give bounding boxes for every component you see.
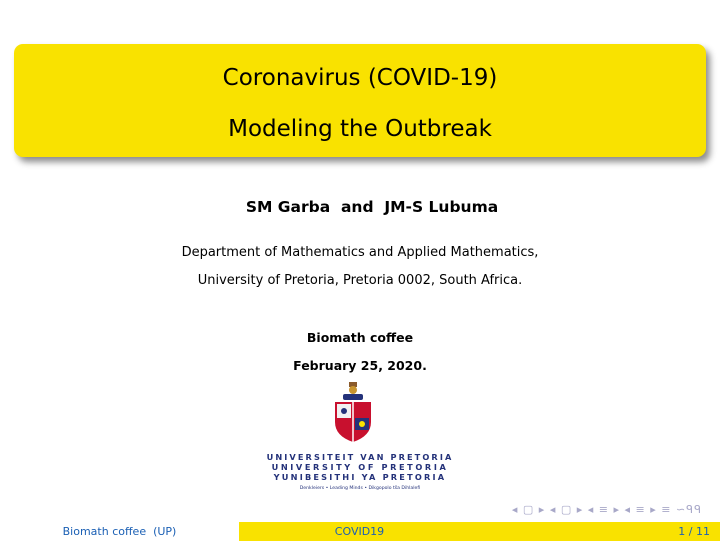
presentation-date: February 25, 2020. (293, 358, 427, 373)
authors: SM Garba and JM-S Lubuma (245, 198, 499, 216)
footer-bar (0, 522, 720, 541)
university-logo (265, 380, 455, 492)
title-block (14, 44, 706, 157)
logo-line-2: UNIVERSITY OF PRETORIA (271, 462, 449, 472)
slide-subtitle: Modeling the Outbreak (228, 116, 492, 142)
logo-line-3: YUNIBESITHI YA PRETORIA (273, 472, 447, 482)
footer-page-number: 1 / 11 (480, 522, 720, 541)
logo-motto: Denkleiers • Leading Minds • Dikgopolo tša Dihlalefi (299, 486, 421, 491)
affiliation-line-1: Department of Mathematics and Applied Mathematics, (181, 245, 539, 260)
footer-title: COVID19 (239, 522, 480, 541)
affiliation-line-2: University of Pretoria, Pretoria 0002, South Africa. (197, 273, 523, 288)
slide-title: Coronavirus (COVID-19) (222, 65, 498, 91)
footer-author: Biomath coffee (UP) (0, 522, 239, 541)
logo-line-1: UNIVERSITEIT VAN PRETORIA (266, 452, 454, 462)
event-name: Biomath coffee (306, 330, 414, 345)
crest-icon (335, 382, 371, 442)
beamer-navigation[interactable]: ◂ ▢ ▸ ◂ ▢ ▸ ◂ ≡ ▸ ◂ ≡ ▸ ≡ ∽ᑫᑫ (511, 503, 702, 516)
